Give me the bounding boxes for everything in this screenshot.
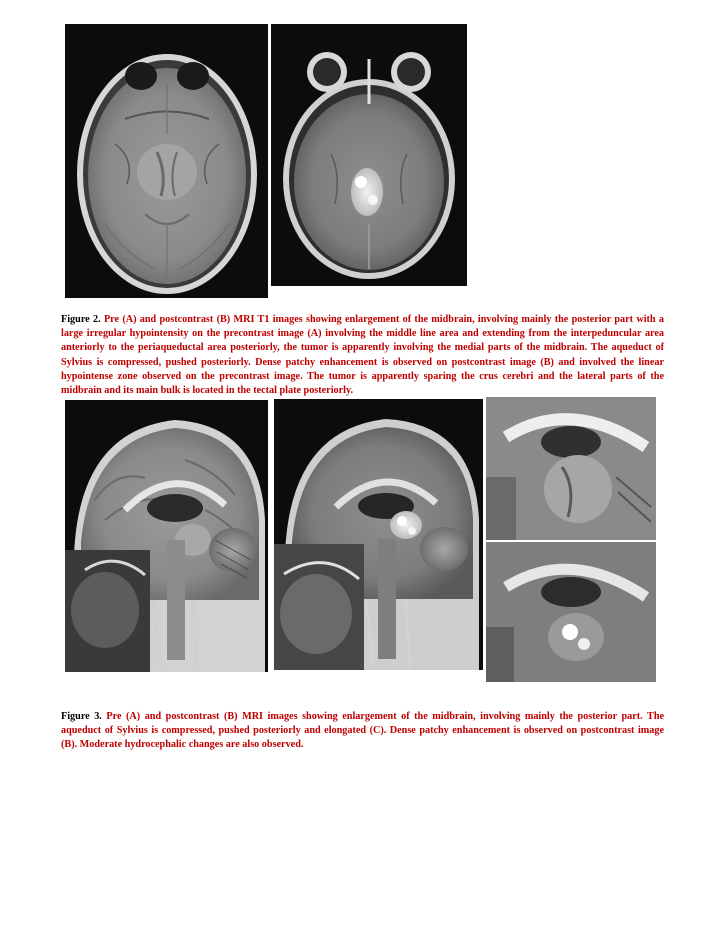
figure2-caption-text: Pre (A) and postcontrast (B) MRI T1 images showing enlargement of the midbrain, involving mainly the posterior part with a large irregular hypointensity on the precontrast image (A) involving the middle line area and extending from the interpeduncular area anteriorly to the periaqueductal area posteriorly, the tumor is apparently involving the medial parts of the midbrain. The aqueduct of Sylvius is compressed, pushed posteriorly. Dense patchy enhancement is observed on postcontrast image (B) and involved the linear hypointense zone observed on the precontrast image. The tumor is apparently sparing the crus cerebri and the lateral parts of the midbrain and its main bulk is located in the tectal plate posteriorly. [61, 314, 664, 397]
figure2-caption [61, 313, 664, 398]
figure3-label: Figure 3. [61, 711, 102, 722]
figure2-image-b-axial-postcontrast [271, 24, 467, 286]
figure3-caption-text: Pre (A) and postcontrast (B) MRI images showing enlargement of the midbrain, involving mainly the posterior part. The aqueduct of Sylvius is compressed, pushed posteriorly and elongated (C). Dense patchy enhancement is observed on postcontrast image (B). Moderate hydrocephalic changes are also observed. [61, 711, 665, 751]
figure3-image-b-sagittal-postcontrast [274, 399, 483, 670]
figure3-caption [61, 710, 664, 753]
figure3-image-c-zoom-bottom [486, 542, 656, 682]
figure2-label: Figure 2. [61, 314, 101, 325]
figure2-image-a-axial-precontrast [65, 24, 268, 298]
figure3-image-a-sagittal-precontrast [65, 400, 268, 672]
figure3-image-c-zoom-top [486, 397, 656, 540]
